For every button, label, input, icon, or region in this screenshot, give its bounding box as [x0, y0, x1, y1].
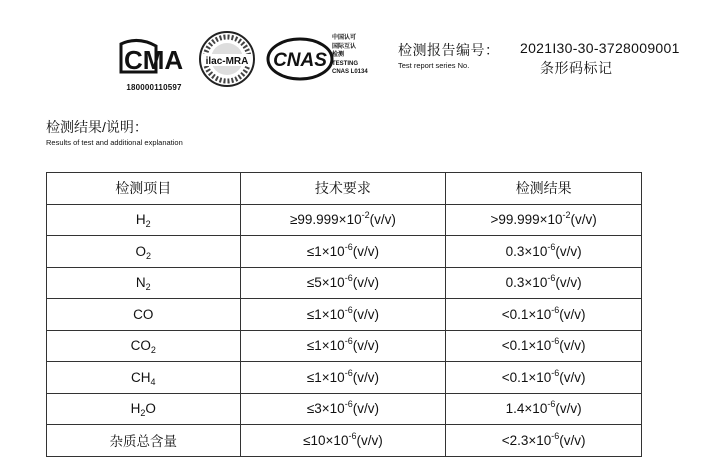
- cnas-line-3: 检测: [332, 52, 345, 58]
- item-subscript: 2: [140, 408, 146, 419]
- item-name: 杂质总含量: [109, 434, 178, 450]
- cell-requirement: [240, 425, 446, 457]
- report-number: 2021I30-30-3728009001: [520, 40, 680, 56]
- requirement-unit: (v/v): [356, 432, 383, 448]
- table-row: [47, 299, 642, 331]
- requirement-prefix: ≥99.999×10: [289, 212, 362, 228]
- requirement-prefix: ≤10×10: [303, 432, 349, 448]
- cell-item: [47, 236, 241, 268]
- result-prefix: 0.3×10: [505, 275, 548, 291]
- ilac-mra-logo-icon: [198, 30, 256, 88]
- cnas-accreditation-text: [332, 34, 392, 77]
- item-subscript: 4: [150, 376, 156, 387]
- requirement-exponent: -6: [348, 430, 357, 441]
- cnas-text: CNAS: [273, 50, 327, 71]
- requirement-prefix: ≤1×10: [306, 306, 345, 322]
- cell-result: [446, 362, 642, 394]
- requirement-exponent: -2: [361, 210, 370, 221]
- table-header-row: [47, 173, 642, 205]
- item-subscript: 2: [145, 282, 151, 293]
- header-result: 检测结果: [446, 173, 642, 205]
- result-unit: (v/v): [559, 369, 586, 385]
- cell-result: [446, 267, 642, 299]
- item-name: CO: [133, 306, 154, 322]
- item-name: CH: [131, 369, 151, 385]
- requirement-unit: (v/v): [352, 401, 379, 417]
- cell-requirement: [240, 299, 446, 331]
- cnas-line-2: 国际互认: [332, 43, 357, 50]
- item-subscript: 2: [146, 250, 152, 261]
- requirement-exponent: -6: [344, 399, 353, 410]
- table-row: [47, 267, 642, 299]
- table-row: [47, 204, 642, 236]
- result-prefix: 1.4×10: [505, 401, 548, 417]
- cell-requirement: [240, 393, 446, 425]
- requirement-unit: (v/v): [369, 212, 396, 228]
- result-exponent: -6: [551, 430, 560, 441]
- result-exponent: -2: [562, 210, 571, 221]
- barcode-label: 条形码标记: [540, 60, 613, 76]
- cell-requirement: [240, 362, 446, 394]
- result-prefix: >99.999×10: [490, 212, 563, 228]
- result-prefix: <2.3×10: [501, 432, 552, 448]
- requirement-exponent: -6: [344, 367, 353, 378]
- cell-requirement: [240, 204, 446, 236]
- result-prefix: <0.1×10: [501, 306, 552, 322]
- requirement-prefix: ≤1×10: [306, 243, 345, 259]
- item-subscript: 2: [145, 219, 151, 230]
- result-exponent: -6: [547, 399, 556, 410]
- result-unit: (v/v): [555, 275, 582, 291]
- cnas-line-5: CNAS L0134: [332, 69, 368, 75]
- result-unit: (v/v): [559, 338, 586, 354]
- result-prefix: <0.1×10: [501, 338, 552, 354]
- cell-result: [446, 425, 642, 457]
- cell-item: [47, 393, 241, 425]
- result-unit: (v/v): [559, 306, 586, 322]
- result-exponent: -6: [551, 367, 560, 378]
- cell-result: [446, 393, 642, 425]
- table-row: [47, 236, 642, 268]
- result-exponent: -6: [547, 241, 556, 252]
- result-prefix: <0.1×10: [501, 369, 552, 385]
- results-title-en: Results of test and additional explanation: [46, 138, 183, 147]
- requirement-exponent: -6: [344, 304, 353, 315]
- requirement-unit: (v/v): [352, 306, 379, 322]
- table-row: [47, 393, 642, 425]
- cell-item: [47, 267, 241, 299]
- result-unit: (v/v): [555, 243, 582, 259]
- requirement-unit: (v/v): [352, 338, 379, 354]
- table-row: [47, 330, 642, 362]
- result-exponent: -6: [547, 273, 556, 284]
- cell-item: [47, 299, 241, 331]
- table-row: [47, 362, 642, 394]
- table-row: [47, 425, 642, 457]
- requirement-prefix: ≤5×10: [306, 275, 345, 291]
- requirement-unit: (v/v): [352, 275, 379, 291]
- results-table: [46, 172, 642, 457]
- item-name: H: [135, 212, 146, 228]
- requirement-prefix: ≤1×10: [306, 338, 345, 354]
- requirement-prefix: ≤3×10: [306, 401, 345, 417]
- cell-result: [446, 299, 642, 331]
- requirement-unit: (v/v): [352, 369, 379, 385]
- cnas-line-4: TESTING: [332, 60, 359, 67]
- cell-requirement: [240, 236, 446, 268]
- cell-result: [446, 330, 642, 362]
- header-requirement: 技术要求: [240, 173, 446, 205]
- item-suffix: O: [145, 401, 156, 417]
- requirement-exponent: -6: [344, 336, 353, 347]
- requirement-exponent: -6: [344, 273, 353, 284]
- result-unit: (v/v): [559, 432, 586, 448]
- cell-item: [47, 204, 241, 236]
- result-unit: (v/v): [555, 401, 582, 417]
- report-label-cn: 检测报告编号：: [398, 42, 500, 58]
- cell-item: [47, 425, 241, 457]
- header-item: 检测项目: [47, 173, 241, 205]
- item-name: CO: [130, 338, 151, 354]
- cma-mark-icon: [118, 38, 188, 76]
- cell-item: [47, 330, 241, 362]
- cnas-logo-icon: [266, 36, 334, 82]
- requirement-exponent: -6: [344, 241, 353, 252]
- cell-item: [47, 362, 241, 394]
- item-name: O: [135, 243, 147, 259]
- cell-requirement: [240, 267, 446, 299]
- item-name: H: [130, 401, 141, 417]
- result-unit: (v/v): [570, 212, 597, 228]
- cell-requirement: [240, 330, 446, 362]
- cnas-line-1: 中国认可: [332, 35, 357, 41]
- item-subscript: 2: [150, 345, 156, 356]
- report-label-en: Test report series No.: [398, 61, 470, 70]
- result-exponent: -6: [551, 304, 560, 315]
- result-exponent: -6: [551, 336, 560, 347]
- cma-code: 180000110597: [126, 83, 182, 92]
- cell-result: [446, 204, 642, 236]
- result-prefix: 0.3×10: [505, 243, 548, 259]
- requirement-prefix: ≤1×10: [306, 369, 345, 385]
- results-title-cn: 检测结果/说明：: [46, 119, 148, 135]
- cell-result: [446, 236, 642, 268]
- requirement-unit: (v/v): [352, 243, 379, 259]
- cma-logo: [118, 38, 190, 92]
- item-name: N: [135, 275, 146, 291]
- ilac-mra-text: ilac-MRA: [205, 56, 249, 67]
- svg-text:CMA: CMA: [124, 45, 184, 75]
